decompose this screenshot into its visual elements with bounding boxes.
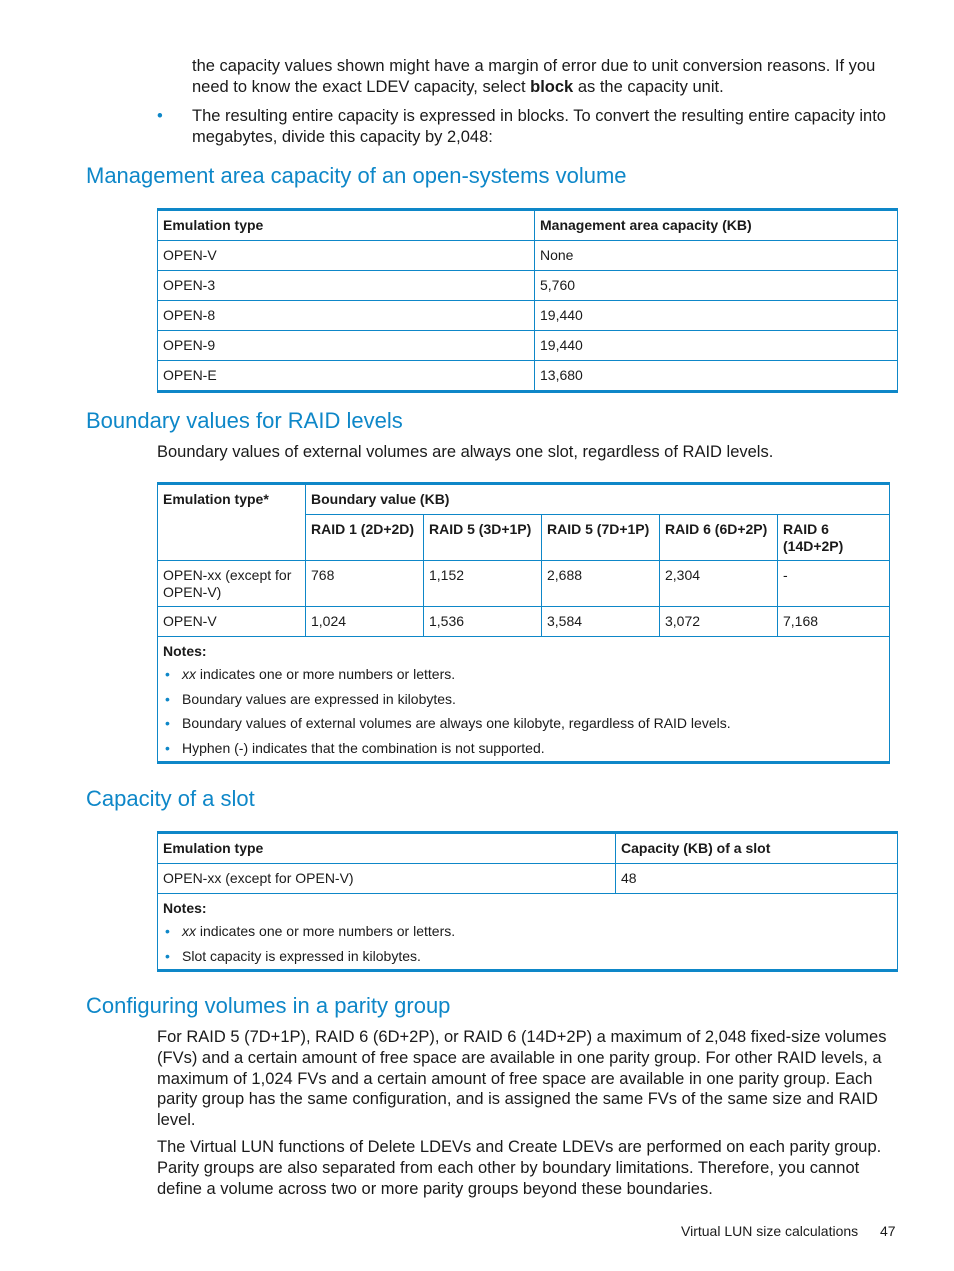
list-item: • xx indicates one or more numbers or letters. [165, 923, 456, 939]
list-item: • Hyphen (-) indicates that the combination is not supported. [165, 739, 545, 756]
header-raid1: RAID 1 (2D+2D) [306, 515, 424, 561]
table-row: OPEN-E 13,680 [158, 361, 898, 392]
list-item: • Boundary values of external volumes are always one kilobyte, regardless of RAID levels. [165, 715, 731, 731]
heading-management-area: Management area capacity of an open-systems volume [86, 163, 627, 188]
intro-bullet-text: The resulting entire capacity is expressed in blocks. To convert the resulting entire capacity into megabytes, divide this capacity by 2,048: [192, 107, 886, 146]
notes-list [163, 923, 892, 965]
header-raid6-6d2p: RAID 6 (6D+2P) [660, 515, 778, 561]
heading-boundary-values: Boundary values for RAID levels [86, 408, 403, 433]
intro-continuation: the capacity values shown might have a margin of error due to unit conversion reasons. If you need to know the exact LDEV capacity, select block as the capacity unit. [192, 57, 876, 96]
table-management-area [157, 208, 898, 393]
table-row: OPEN-3 5,760 [158, 271, 898, 301]
header-management-capacity: Management area capacity (KB) [535, 210, 898, 241]
notes-title: Notes: [163, 643, 207, 659]
table-row: OPEN-9 19,440 [158, 331, 898, 361]
bullet-dot: • [157, 107, 163, 125]
notes-row [158, 637, 890, 763]
notes-title: Notes: [163, 900, 207, 916]
header-emulation-type: Emulation type [158, 833, 616, 864]
table-row: OPEN-V 1,024 1,536 3,584 3,072 7,168 [158, 607, 890, 637]
notes-row [158, 894, 898, 971]
table-boundary-values [157, 482, 890, 764]
header-raid5-3d1p: RAID 5 (3D+1P) [424, 515, 542, 561]
table-slot-capacity [157, 831, 898, 972]
header-emulation-type: Emulation type [158, 210, 535, 241]
table-row: OPEN-xx (except for OPEN-V) 48 [158, 864, 898, 894]
bold-term-block: block [530, 77, 574, 96]
header-slot-capacity: Capacity (KB) of a slot [616, 833, 898, 864]
boundary-paragraph: Boundary values of external volumes are always one slot, regardless of RAID levels. [157, 443, 774, 461]
notes-list [163, 666, 884, 757]
table-row: OPEN-V None [158, 241, 898, 271]
list-item: • Slot capacity is expressed in kilobytes. [165, 947, 421, 964]
heading-configuring-volumes: Configuring volumes in a parity group [86, 993, 451, 1018]
footer-title: Virtual LUN size calculations [681, 1223, 859, 1239]
table-row: OPEN-8 19,440 [158, 301, 898, 331]
heading-capacity-of-slot: Capacity of a slot [86, 786, 255, 811]
table-row: OPEN-xx (except for OPEN-V) 768 1,152 2,688 2,304 - [158, 561, 890, 607]
list-item: • xx indicates one or more numbers or letters. [165, 666, 456, 682]
list-item: • Boundary values are expressed in kilobytes. [165, 690, 456, 707]
header-raid6-14d2p: RAID 6 (14D+2P) [778, 515, 890, 561]
header-emulation-type: Emulation type* [158, 484, 306, 561]
header-boundary-value: Boundary value (KB) [306, 484, 890, 515]
parity-paragraph-2: The Virtual LUN functions of Delete LDEVs and Create LDEVs are performed on each parity group. Parity groups are also separated from each other by boundary limitations. Therefore, you cannot define a volume across two or more parity groups beyond these boundaries. [157, 1138, 882, 1198]
header-raid5-7d1p: RAID 5 (7D+1P) [542, 515, 660, 561]
page-number: 47 [880, 1223, 896, 1239]
parity-paragraph-1: For RAID 5 (7D+1P), RAID 6 (6D+2P), or RAID 6 (14D+2P) a maximum of 2,048 fixed-size volumes (FVs) and a certain amount of free space are available in one parity group. For other RAID levels, a maximum of 1,024 FVs and a certain amount of free space are available in one parity group. Each parity group has the same configuration, and is assigned the same FVs of the same size and RAID level. [157, 1028, 887, 1130]
